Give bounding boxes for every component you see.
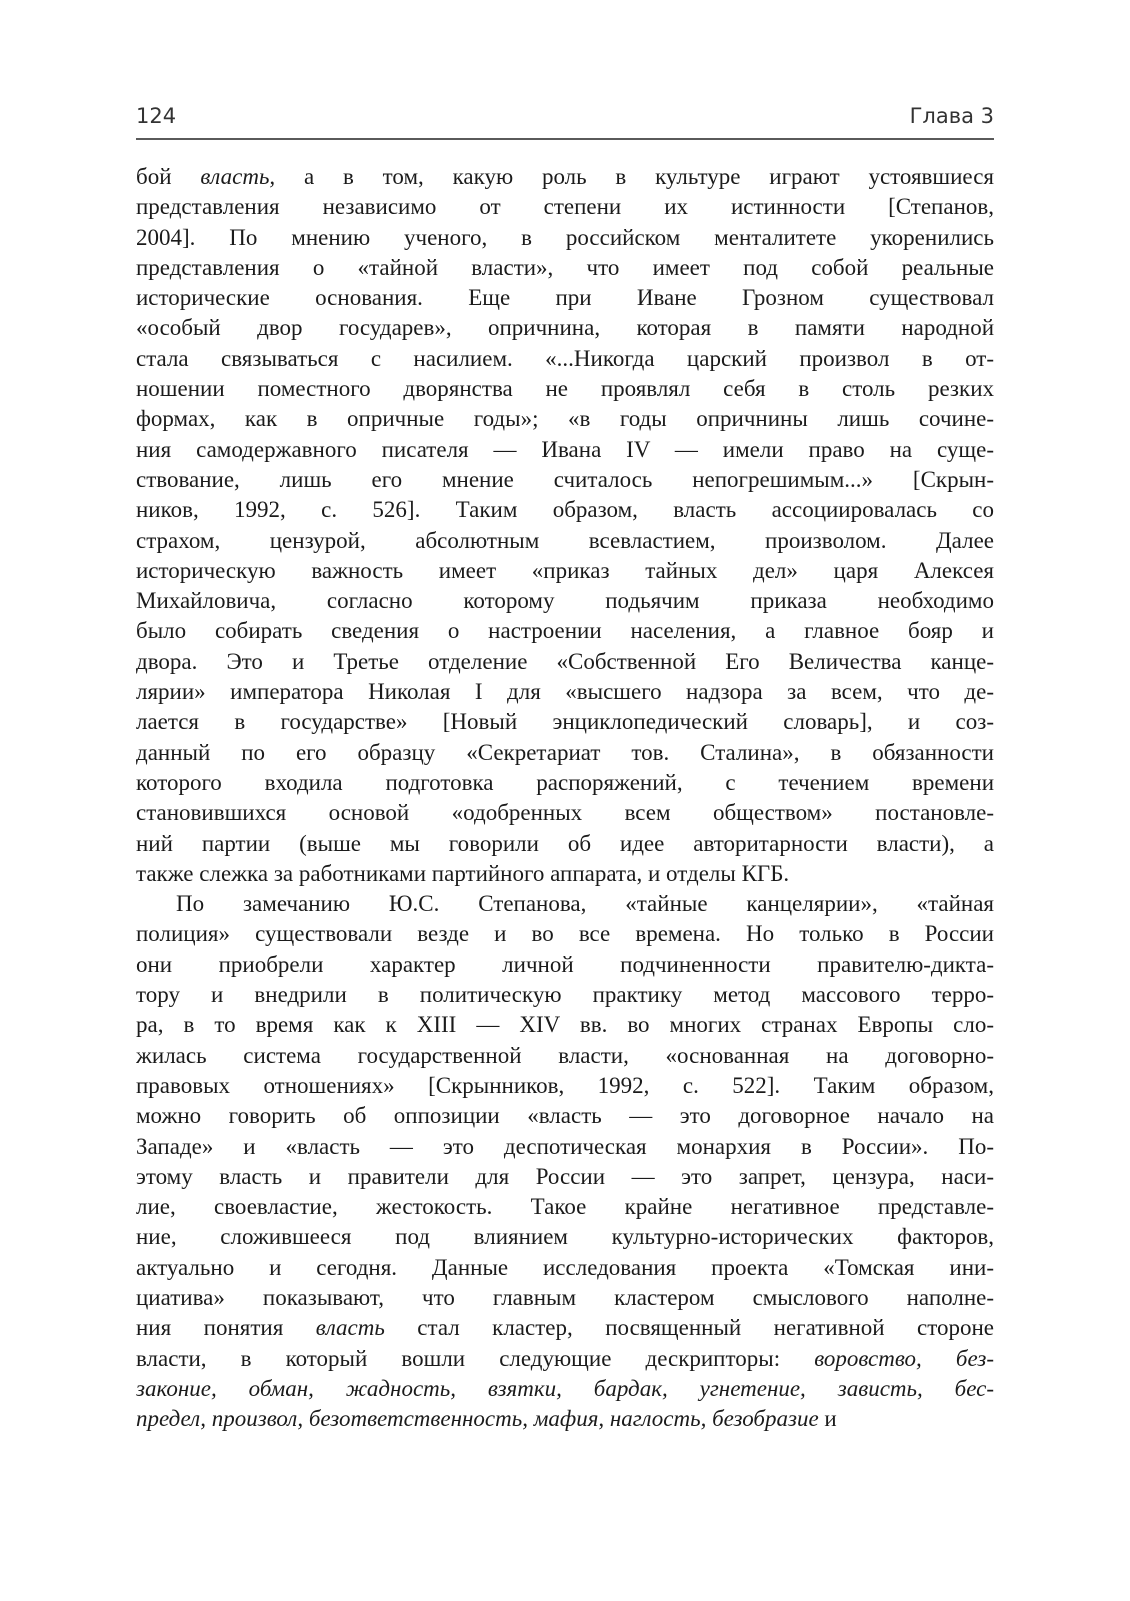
text-line (136, 526, 994, 556)
text-run: «особый двор государев», опричнина, которая в памяти народной (136, 315, 994, 341)
text-run: ников, 1992, с. 526]. Таким образом, власть ассоциировалась со (136, 497, 994, 523)
text-run: ний партии (выше мы говорили об идее авторитарности власти), а (136, 830, 994, 856)
text-line (136, 283, 994, 313)
text-run: этому власть и правители для России — это запрет, цензура, наси- (136, 1163, 994, 1189)
text-run: которого входила подготовка распоряжений, с течением времени (136, 769, 994, 795)
text-line (136, 768, 994, 798)
text-line (136, 344, 994, 374)
text-run: Западе» и «власть — это деспотическая монархия в России». По- (136, 1133, 994, 1159)
text-line (136, 647, 994, 677)
text-run: лается в государстве» [Новый энциклопедический словарь], и соз- (136, 709, 994, 735)
text-run: данный по его образцу «Секретариат тов. Сталина», в обязанности (136, 739, 994, 765)
text-line (136, 1283, 994, 1313)
text-line (136, 889, 994, 919)
text-run: было собирать сведения о настроении населения, а главное бояр и (136, 618, 994, 644)
text-run: циатива» показывают, что главным кластером смыслового наполне- (136, 1284, 994, 1310)
italic-term: власть, (200, 164, 276, 189)
text-run: историческую важность имеет «приказ тайных дел» царя Алексея (136, 557, 994, 583)
text-line (136, 1162, 994, 1192)
text-run: Михайловича, согласно которому подьячим приказа необходимо (136, 588, 994, 614)
text-run: лие, своевластие, жестокость. Такое крайне негативное представле- (136, 1194, 994, 1220)
text-run: и (818, 1406, 837, 1432)
italic-term: предел, произвол, безответственность, мафия, наглость, безобразие (136, 1406, 819, 1432)
text-run: стал кластер, посвященный негативной стороне (384, 1315, 994, 1341)
text-run: ра, в то время как к XIII — XIV вв. во многих странах Европы сло- (136, 1012, 994, 1038)
text-run: формах, как в опричные годы»; «в годы опричнины лишь сочине- (136, 406, 994, 432)
text-line (136, 859, 994, 889)
text-line (136, 404, 994, 434)
text-line (136, 435, 994, 465)
text-line (136, 1101, 994, 1131)
text-line (136, 586, 994, 616)
text-run: актуально и сегодня. Данные исследования проекта «Томская ини- (136, 1254, 994, 1280)
text-line (136, 1404, 994, 1434)
text-run: ния самодержавного писателя — Ивана IV — имели право на суще- (136, 436, 994, 462)
text-run: представления о «тайной власти», что имеет под собой реальные (136, 254, 994, 280)
italic-term: власть (315, 1315, 385, 1341)
text-run: По замечанию Ю.С. Степанова, «тайные канцелярии», «тайная (176, 891, 994, 917)
text-run: двора. Это и Третье отделение «Собственной Его Величества канце- (136, 648, 994, 674)
text-line (136, 1313, 994, 1343)
text-line (136, 738, 994, 768)
book-page (136, 104, 994, 1434)
text-line (136, 616, 994, 646)
text-run: ствование, лишь его мнение считалось непогрешимым...» [Скрын- (136, 466, 994, 492)
text-line (136, 1344, 994, 1374)
text-run: бой (136, 164, 201, 189)
italic-term: законие, обман, жадность, взятки, бардак, угнетение, зависть, бес- (136, 1375, 994, 1401)
text-run: они приобрели характер личной подчиненности правителю-дикта- (136, 951, 994, 977)
text-line (136, 798, 994, 828)
italic-term: воровство, без- (814, 1345, 994, 1371)
text-run: тору и внедрили в политическую практику метод массового терро- (136, 982, 994, 1008)
text-line (136, 1374, 994, 1404)
text-line (136, 980, 994, 1010)
text-run: становившихся основой «одобренных всем обществом» постановле- (136, 800, 994, 826)
text-line (136, 1071, 994, 1101)
text-run: исторические основания. Еще при Иване Грозном существовал (136, 285, 994, 311)
text-run: можно говорить об оппозиции «власть — это договорное начало на (136, 1103, 994, 1129)
text-run: ния понятия (136, 1315, 316, 1341)
text-line (136, 707, 994, 737)
text-line (136, 1222, 994, 1252)
text-line (136, 162, 994, 192)
text-run: жилась система государственной власти, «основанная на договорно- (136, 1042, 994, 1068)
text-line (136, 223, 994, 253)
page-number: 124 (136, 104, 177, 128)
text-line (136, 919, 994, 949)
text-run: страхом, цензурой, абсолютным всевластием, произволом. Далее (136, 527, 994, 553)
text-line (136, 313, 994, 343)
text-line (136, 1041, 994, 1071)
text-line (136, 495, 994, 525)
text-run: также слежка за работниками партийного аппарата, и отделы КГБ. (136, 860, 790, 886)
text-line (136, 253, 994, 283)
text-run: 2004]. По мнению ученого, в российском менталитете укоренились (136, 224, 994, 250)
running-header (136, 104, 994, 140)
chapter-title: Глава 3 (909, 104, 994, 128)
text-run: ношении поместного дворянства не проявлял себя в столь резких (136, 376, 994, 402)
text-line (136, 465, 994, 495)
text-run: власти, в который вошли следующие дескрипторы: (136, 1345, 815, 1371)
text-line (136, 677, 994, 707)
text-line (136, 829, 994, 859)
text-run: лярии» императора Николая I для «высшего надзора за всем, что де- (136, 679, 994, 705)
text-run: стала связываться с насилием. «...Никогда царский произвол в от- (136, 345, 994, 371)
body-text (136, 162, 994, 1434)
text-run: а в том, какую роль в культуре играют устоявшиеся (275, 164, 994, 189)
text-line (136, 1132, 994, 1162)
text-line (136, 374, 994, 404)
text-run: полиция» существовали везде и во все времена. Но только в России (136, 921, 994, 947)
text-line (136, 1010, 994, 1040)
text-line (136, 950, 994, 980)
text-line (136, 556, 994, 586)
text-run: представления независимо от степени их истинности [Степанов, (136, 194, 994, 220)
text-line (136, 1192, 994, 1222)
text-line (136, 1253, 994, 1283)
text-run: правовых отношениях» [Скрынников, 1992, с. 522]. Таким образом, (136, 1072, 994, 1098)
text-run: ние, сложившееся под влиянием культурно-исторических факторов, (136, 1224, 994, 1250)
text-line (136, 192, 994, 222)
